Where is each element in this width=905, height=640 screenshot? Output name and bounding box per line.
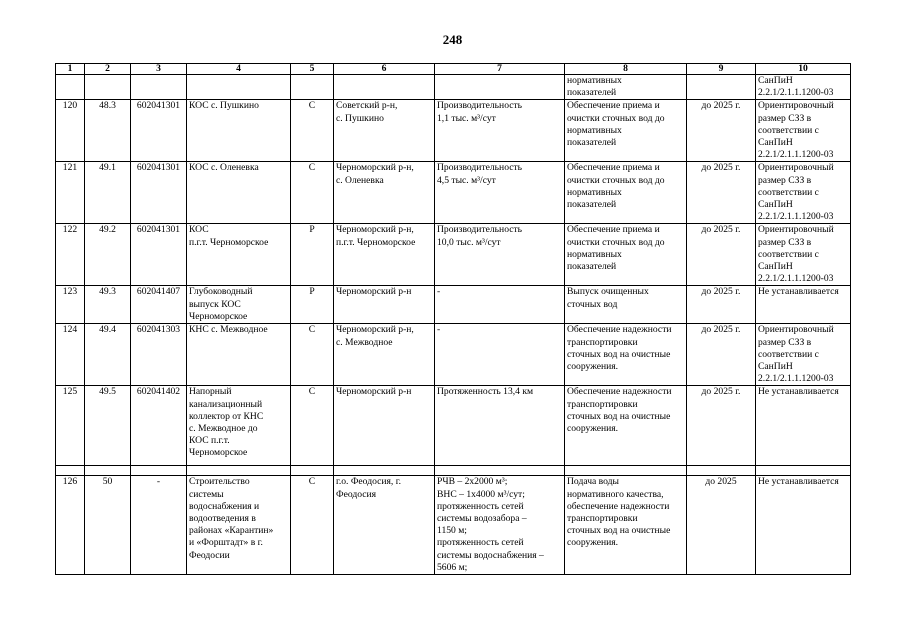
row-number: 126: [56, 476, 85, 575]
item-number: 49.4: [85, 324, 131, 386]
object-name: КОС с. Оленевка: [187, 162, 291, 224]
table-row: [56, 100, 851, 162]
table-row: [56, 224, 851, 286]
row-number: 125: [56, 386, 85, 466]
object-status: Р: [291, 286, 334, 324]
object-params: Производительность 10,0 тыс. м³/сут: [435, 224, 565, 286]
table-row: [56, 476, 851, 575]
object-purpose: Обеспечение надежности транспортировки сточных вод на очистные сооружения.: [565, 324, 687, 386]
object-name: КНС с. Межводное: [187, 324, 291, 386]
object-szz: Ориентировочный размер СЗЗ в соответствии с СанПиН 2.2.1/2.1.1.1200-03: [756, 100, 851, 162]
item-number: 49.5: [85, 386, 131, 466]
header-col-3: 3: [131, 64, 187, 75]
table-row: [56, 162, 851, 224]
header-col-9: 9: [687, 64, 756, 75]
object-code: 602041301: [131, 162, 187, 224]
object-purpose: Обеспечение приема и очистки сточных вод до нормативных показателей: [565, 162, 687, 224]
object-code: 602041407: [131, 286, 187, 324]
row-number: 121: [56, 162, 85, 224]
header-col-7: 7: [435, 64, 565, 75]
object-location: г.о. Феодосия, г. Феодосия: [334, 476, 435, 575]
object-term: до 2025 г.: [687, 100, 756, 162]
object-szz: Не устанавливается: [756, 286, 851, 324]
object-name: Глубоководный выпуск КОС Черноморское: [187, 286, 291, 324]
object-location: Черноморский р-н, с. Межводное: [334, 324, 435, 386]
object-code: 602041301: [131, 224, 187, 286]
table-row: [56, 386, 851, 466]
header-col-1: 1: [56, 64, 85, 75]
object-params: -: [435, 324, 565, 386]
row-number: 123: [56, 286, 85, 324]
object-purpose: Обеспечение приема и очистки сточных вод до нормативных показателей: [565, 100, 687, 162]
object-name: КОС с. Пушкино: [187, 100, 291, 162]
item-number: 49.3: [85, 286, 131, 324]
page-number: 248: [442, 32, 463, 47]
object-status: Р: [291, 224, 334, 286]
object-term: до 2025 г.: [687, 286, 756, 324]
table-row: [56, 286, 851, 324]
object-term: до 2025 г.: [687, 162, 756, 224]
object-code: 602041301: [131, 100, 187, 162]
object-code: -: [131, 476, 187, 575]
header-row: [56, 64, 851, 75]
object-code: 602041303: [131, 324, 187, 386]
item-number: 49.2: [85, 224, 131, 286]
object-term: до 2025 г.: [687, 324, 756, 386]
object-term: до 2025: [687, 476, 756, 575]
object-szz: Ориентировочный размер СЗЗ в соответствии с СанПиН 2.2.1/2.1.1.1200-03: [756, 224, 851, 286]
object-location: Черноморский р-н, п.г.т. Черноморское: [334, 224, 435, 286]
table-row: [56, 324, 851, 386]
object-status: С: [291, 324, 334, 386]
object-szz: Ориентировочный размер СЗЗ в соответствии с СанПиН 2.2.1/2.1.1.1200-03: [756, 162, 851, 224]
object-purpose: Обеспечение надежности транспортировки сточных вод на очистные сооружения.: [565, 386, 687, 466]
header-col-5: 5: [291, 64, 334, 75]
header-col-2: 2: [85, 64, 131, 75]
header-col-6: 6: [334, 64, 435, 75]
object-status: С: [291, 476, 334, 575]
row-number: 120: [56, 100, 85, 162]
continuation-szz: СанПиН 2.2.1/2.1.1.1200-03: [756, 75, 851, 100]
object-location: Советский р-н, с. Пушкино: [334, 100, 435, 162]
object-name: Напорный канализационный коллектор от КНС с. Межводное до КОС п.г.т. Черноморское: [187, 386, 291, 466]
row-number: 124: [56, 324, 85, 386]
object-params: РЧВ – 2х2000 м³; ВНС – 1х4000 м³/сут; протяженность сетей системы водозабора – 1150 м; протяженность сетей системы водоснабжения – 5606 м;: [435, 476, 565, 575]
object-term: до 2025 г.: [687, 224, 756, 286]
object-purpose: Обеспечение приема и очистки сточных вод до нормативных показателей: [565, 224, 687, 286]
object-code: 602041402: [131, 386, 187, 466]
item-number: 49.1: [85, 162, 131, 224]
header-col-8: 8: [565, 64, 687, 75]
object-szz: Не устанавливается: [756, 476, 851, 575]
object-location: Черноморский р-н: [334, 386, 435, 466]
object-status: С: [291, 162, 334, 224]
object-params: Протяженность 13,4 км: [435, 386, 565, 466]
object-name: Строительство системы водоснабжения и водоотведения в районах «Карантин» и «Форштадт» в г. Феодосии: [187, 476, 291, 575]
object-location: Черноморский р-н: [334, 286, 435, 324]
object-params: Производительность 1,1 тыс. м³/сут: [435, 100, 565, 162]
object-name: КОС п.г.т. Черноморское: [187, 224, 291, 286]
object-szz: Не устанавливается: [756, 386, 851, 466]
object-params: Производительность 4,5 тыс. м³/сут: [435, 162, 565, 224]
object-location: Черноморский р-н, с. Оленевка: [334, 162, 435, 224]
object-status: С: [291, 386, 334, 466]
header-col-10: 10: [756, 64, 851, 75]
object-term: до 2025 г.: [687, 386, 756, 466]
register-table: [55, 63, 851, 575]
continuation-row: [56, 75, 851, 100]
row-number: 122: [56, 224, 85, 286]
item-number: 48.3: [85, 100, 131, 162]
gap-row: [56, 466, 851, 476]
header-col-4: 4: [187, 64, 291, 75]
object-status: С: [291, 100, 334, 162]
object-purpose: Подача воды нормативного качества, обеспечение надежности транспортировки сточных вод на очистные сооружения.: [565, 476, 687, 575]
continuation-purpose: нормативных показателей: [565, 75, 687, 100]
table-body: [56, 100, 851, 466]
item-number: 50: [85, 476, 131, 575]
object-purpose: Выпуск очищенных сточных вод: [565, 286, 687, 324]
object-szz: Ориентировочный размер СЗЗ в соответствии с СанПиН 2.2.1/2.1.1.1200-03: [756, 324, 851, 386]
object-params: -: [435, 286, 565, 324]
